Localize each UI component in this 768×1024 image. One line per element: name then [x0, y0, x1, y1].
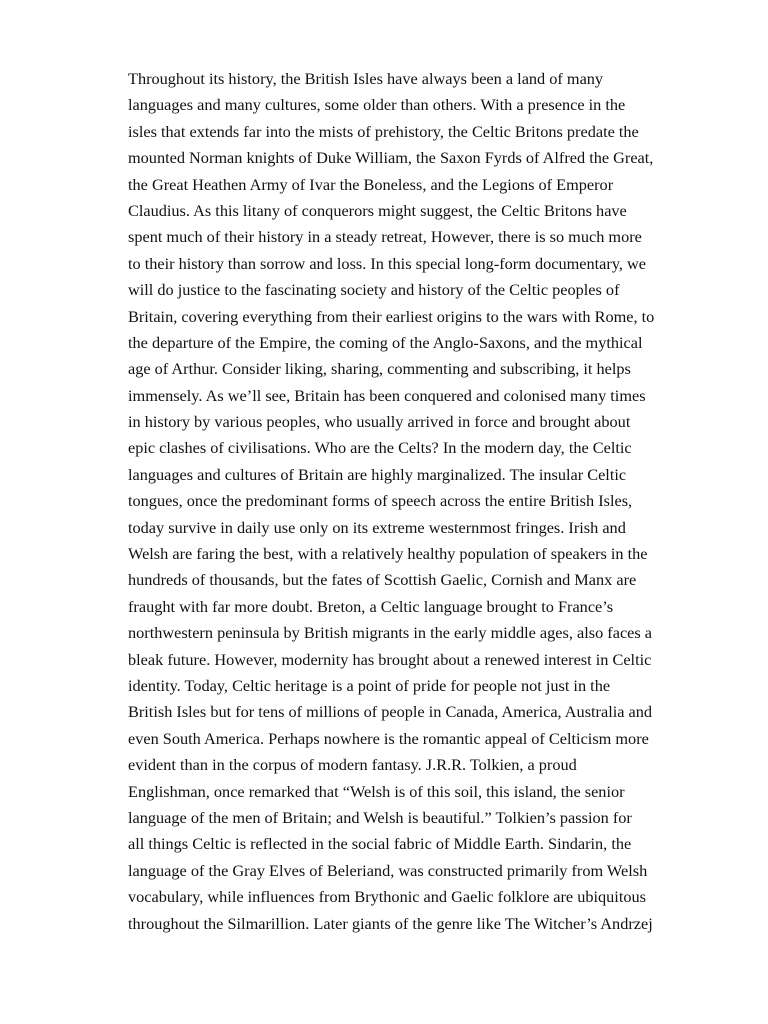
body-paragraph	[128, 66, 728, 937]
text-line: throughout the Silmarillion. Later giants of the genre like The Witcher’s Andrzej	[128, 913, 653, 933]
text-line: evident than in the corpus of modern fantasy. J.R.R. Tolkien, a proud	[128, 755, 577, 775]
text-line: immensely. As we’ll see, Britain has been conquered and colonised many times	[128, 385, 646, 405]
text-line: Britain, covering everything from their earliest origins to the wars with Rome, to	[128, 306, 655, 326]
text-line: Claudius. As this litany of conquerors might suggest, the Celtic Britons have	[128, 200, 627, 220]
text-line: in history by various peoples, who usually arrived in force and brought about	[128, 412, 631, 432]
text-line: to their history than sorrow and loss. In this special long-form documentary, we	[128, 253, 647, 273]
text-line: Englishman, once remarked that “Welsh is of this soil, this island, the senior	[128, 781, 625, 801]
text-line: language of the Gray Elves of Beleriand, was constructed primarily from Welsh	[128, 860, 648, 880]
text-line: the departure of the Empire, the coming of the Anglo-Saxons, and the mythical	[128, 332, 643, 352]
text-line: even South America. Perhaps nowhere is the romantic appeal of Celticism more	[128, 728, 649, 748]
text-line: spent much of their history in a steady retreat, However, there is so much more	[128, 227, 642, 247]
text-line: epic clashes of civilisations. Who are the Celts? In the modern day, the Celtic	[128, 438, 632, 458]
text-line: bleak future. However, modernity has brought about a renewed interest in Celtic	[128, 649, 652, 669]
text-line: age of Arthur. Consider liking, sharing, commenting and subscribing, it helps	[128, 359, 631, 379]
text-line: fraught with far more doubt. Breton, a Celtic language brought to France’s	[128, 596, 614, 616]
text-line: Throughout its history, the British Isles have always been a land of many	[128, 69, 604, 88]
text-line: tongues, once the predominant forms of speech across the entire British Isles,	[128, 491, 633, 511]
text-line: will do justice to the fascinating society and history of the Celtic peoples of	[128, 280, 620, 300]
text-line: identity. Today, Celtic heritage is a point of pride for people not just in the	[128, 675, 611, 695]
text-line: languages and cultures of Britain are highly marginalized. The insular Celtic	[128, 464, 627, 484]
text-line: vocabulary, while influences from Brythonic and Gaelic folklore are ubiquitous	[128, 887, 646, 907]
text-line: northwestern peninsula by British migrants in the early middle ages, also faces a	[128, 623, 653, 643]
text-line: languages and many cultures, some older than others. With a presence in the	[128, 95, 626, 115]
text-line: Welsh are faring the best, with a relatively healthy population of speakers in the	[128, 544, 648, 564]
text-line: British Isles but for tens of millions of people in Canada, America, Australia and	[128, 702, 653, 722]
text-line: all things Celtic is reflected in the social fabric of Middle Earth. Sindarin, the	[128, 834, 632, 854]
text-line: mounted Norman knights of Duke William, the Saxon Fyrds of Alfred the Great,	[128, 148, 654, 168]
text-line: language of the men of Britain; and Welsh is beautiful.” Tolkien’s passion for	[128, 807, 632, 827]
text-line: isles that extends far into the mists of prehistory, the Celtic Britons predate the	[128, 121, 639, 141]
text-line: today survive in daily use only on its extreme westernmost fringes. Irish and	[128, 517, 626, 537]
text-line: hundreds of thousands, but the fates of Scottish Gaelic, Cornish and Manx are	[128, 570, 637, 590]
text-line: the Great Heathen Army of Ivar the Boneless, and the Legions of Emperor	[128, 174, 614, 194]
